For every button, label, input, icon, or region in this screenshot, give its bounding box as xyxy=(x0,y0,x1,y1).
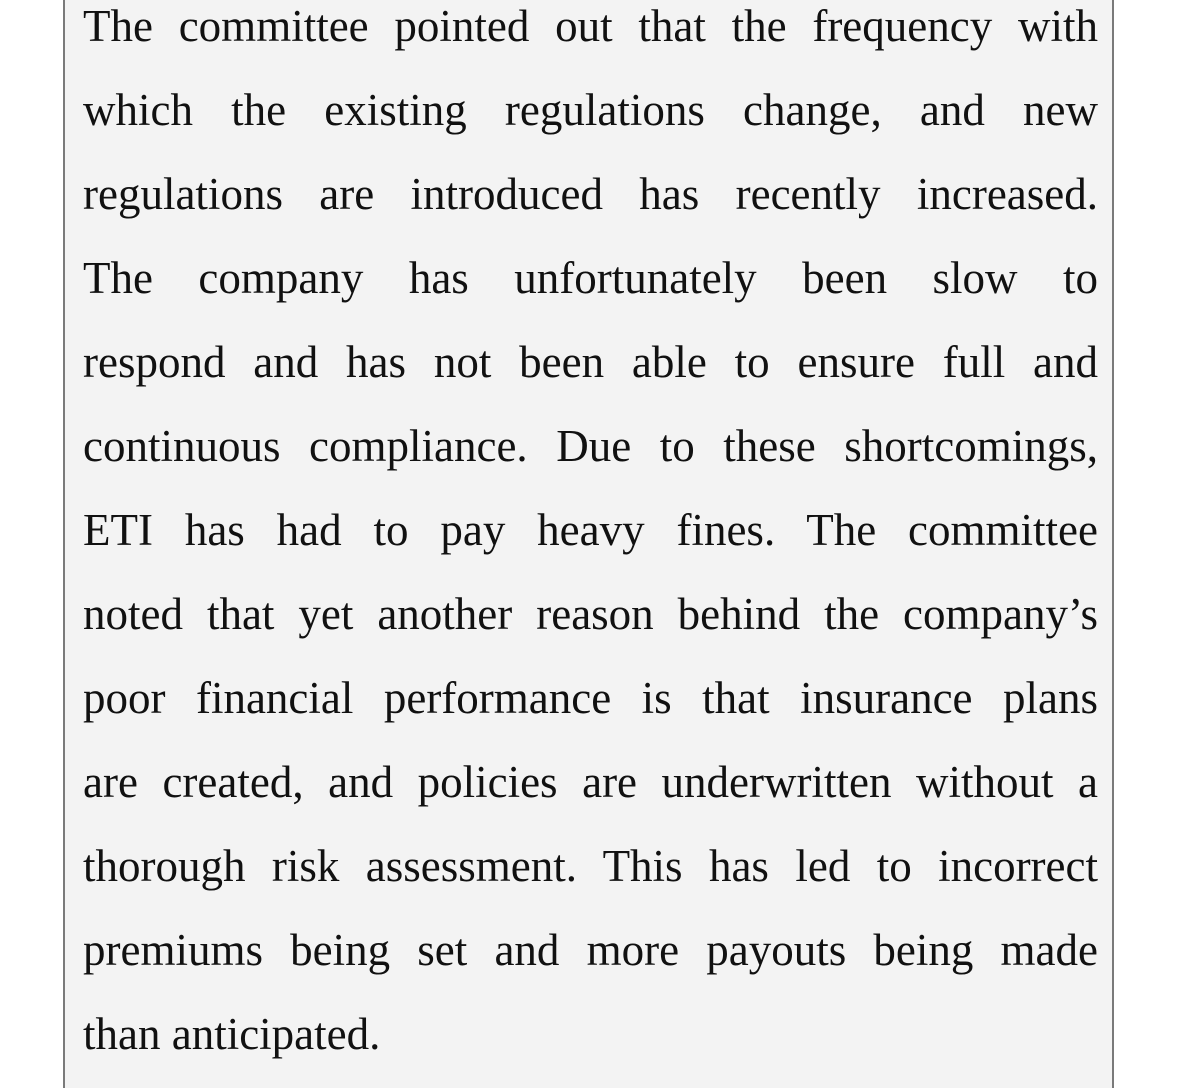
text-line: thorough risk assessment. This has led to incorrect xyxy=(83,841,1098,891)
text-line: The company has unfortunately been slow to xyxy=(83,253,1098,303)
text-line: premiums being set and more payouts being made xyxy=(83,925,1098,975)
text-line: respond and has not been able to ensure full and xyxy=(83,337,1098,387)
text-line: poor financial performance is that insurance plans xyxy=(83,673,1098,723)
text-box xyxy=(63,0,1114,1088)
text-line: regulations are introduced has recently increased. xyxy=(83,169,1098,219)
text-line: noted that yet another reason behind the company’s xyxy=(83,589,1098,639)
text-line: The committee pointed out that the frequency with xyxy=(83,1,1098,51)
text-line: ETI has had to pay heavy fines. The committee xyxy=(83,505,1098,555)
text-line: continuous compliance. Due to these shortcomings, xyxy=(83,421,1098,471)
body-paragraph xyxy=(83,0,1098,1090)
text-line: which the existing regulations change, and new xyxy=(83,85,1098,135)
text-line: are created, and policies are underwritten without a xyxy=(83,757,1098,807)
text-line-last: than anticipated. xyxy=(83,1009,381,1059)
